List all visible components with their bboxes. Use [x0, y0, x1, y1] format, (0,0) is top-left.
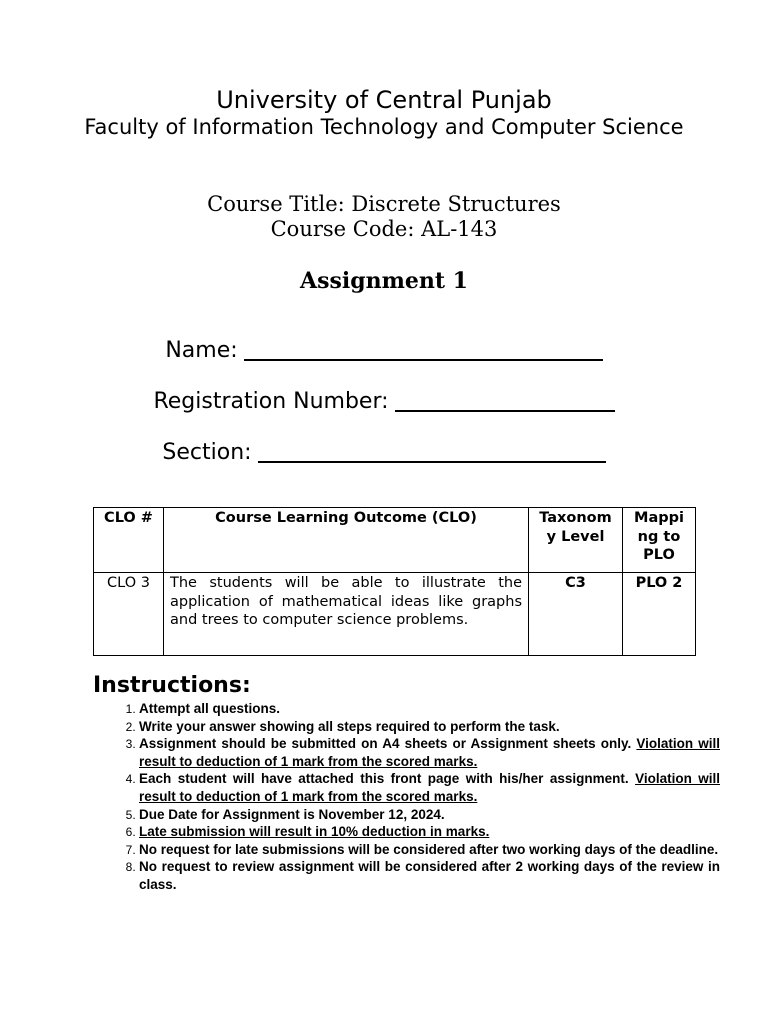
plo-cell: PLO 2 — [623, 573, 696, 656]
university-name: University of Central Punjab — [216, 86, 552, 114]
faculty-name: Faculty of Information Technology and Computer Science — [84, 115, 684, 139]
list-item: 2. Write your answer showing all steps required to perform the task. — [139, 718, 720, 736]
outcome-cell: The students will be able to illustrate the application of mathematical ideas like graphs and trees to computer science problems. — [164, 573, 529, 656]
assignment-title: Assignment 1 — [300, 268, 468, 294]
header-clo-number: CLO # — [94, 508, 164, 573]
list-item: 4. Each student will have attached this front page with his/her assignment. Violation will result to deduction of 1 mark from the scored marks. — [139, 770, 720, 805]
list-item: 8. No request to review assignment will be considered after 2 working days of the review in class. — [139, 858, 720, 893]
header-plo-mapping: Mappi ng to PLO — [623, 508, 696, 573]
list-item: 1. Attempt all questions. — [139, 700, 720, 718]
section-blank-line[interactable] — [258, 439, 606, 463]
course-title: Course Title: Discrete Structures — [207, 192, 561, 216]
name-label: Name: — [165, 338, 238, 363]
clo-number-cell: CLO 3 — [94, 573, 164, 656]
header-outcome: Course Learning Outcome (CLO) — [164, 508, 529, 573]
list-item: 5. Due Date for Assignment is November 12, 2024. — [139, 806, 720, 824]
instructions-list — [93, 700, 720, 894]
registration-field — [0, 388, 768, 414]
name-field — [0, 337, 768, 363]
course-code: Course Code: AL-143 — [270, 217, 498, 241]
name-blank-line[interactable] — [244, 337, 603, 361]
list-item: 7. No request for late submissions will be considered after two working days of the deadline. — [139, 841, 720, 859]
section-field — [0, 439, 768, 465]
registration-label: Registration Number: — [153, 389, 389, 414]
table-row — [94, 573, 696, 656]
header-taxonomy: Taxonom y Level — [529, 508, 623, 573]
taxonomy-cell: C3 — [529, 573, 623, 656]
list-item: 6. Late submission will result in 10% deduction in marks. — [139, 823, 720, 841]
registration-blank-line[interactable] — [395, 388, 615, 412]
section-label: Section: — [162, 440, 252, 465]
clo-header-row — [94, 508, 696, 573]
clo-table — [93, 507, 696, 656]
list-item: 3. Assignment should be submitted on A4 sheets or Assignment sheets only. Violation will result to deduction of 1 mark from the scored marks. — [139, 735, 720, 770]
instructions-title: Instructions: — [93, 673, 251, 698]
